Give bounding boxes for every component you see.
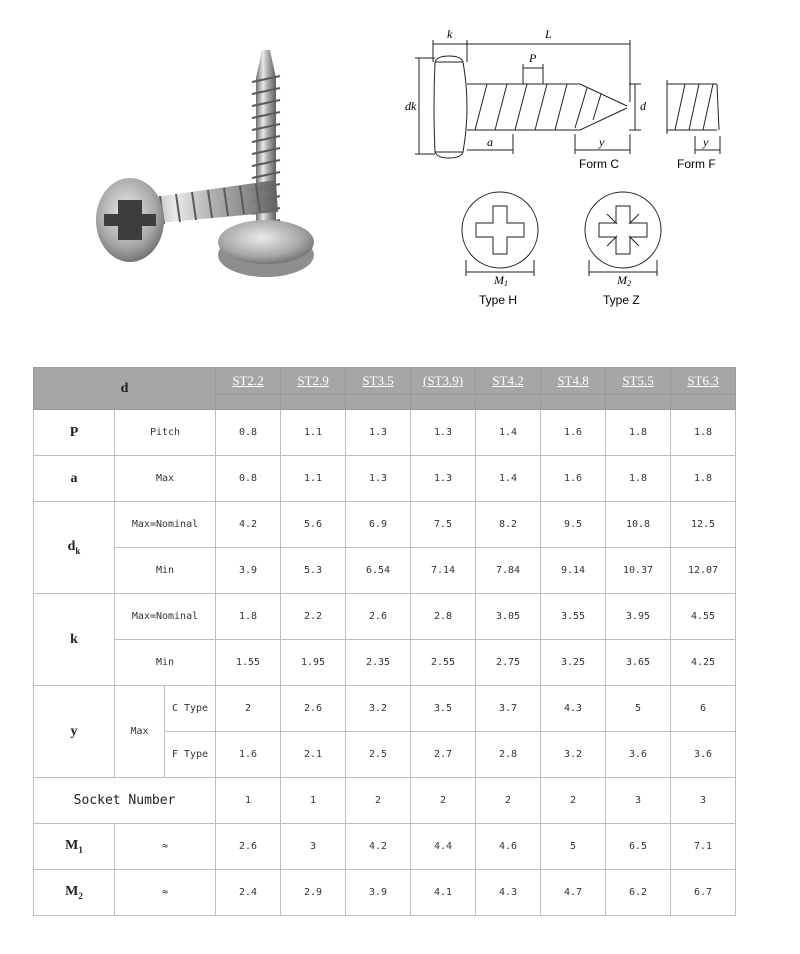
table-cell: 3.25 — [541, 640, 606, 686]
table-cell: 3.05 — [476, 594, 541, 640]
table-cell: 2 — [346, 778, 411, 824]
size-header: (ST3.9) — [411, 368, 476, 395]
symbol-dk — [34, 502, 115, 594]
screw-photo — [80, 30, 350, 310]
table-cell: 2.75 — [476, 640, 541, 686]
table-row-dk-max — [34, 502, 736, 548]
table-cell: 2 — [476, 778, 541, 824]
label-m2: M2 — [617, 273, 631, 288]
table-cell: 6.2 — [606, 870, 671, 916]
size-header: ST5.5 — [606, 368, 671, 395]
size-header: ST3.5 — [346, 368, 411, 395]
table-cell: 2.6 — [216, 824, 281, 870]
table-cell: 1.8 — [671, 456, 736, 502]
table-cell: 1.3 — [346, 410, 411, 456]
table-cell: 3.65 — [606, 640, 671, 686]
table-cell: 3.7 — [476, 686, 541, 732]
header-d: d — [34, 368, 216, 410]
table-cell: 4.7 — [541, 870, 606, 916]
label-L: L — [545, 27, 552, 41]
table-cell: 3 — [606, 778, 671, 824]
table-cell: 4.3 — [541, 686, 606, 732]
row-label: ≈ — [115, 870, 216, 916]
table-cell: 1.3 — [346, 456, 411, 502]
table-cell: 8.2 — [476, 502, 541, 548]
table-cell: 6 — [671, 686, 736, 732]
table-cell: 1.8 — [216, 594, 281, 640]
table-cell: 3.2 — [346, 686, 411, 732]
table-row-k-max — [34, 594, 736, 640]
table-cell: 3.6 — [606, 732, 671, 778]
table-cell: 7.14 — [411, 548, 476, 594]
symbol-p: P — [34, 410, 115, 456]
table-cell: 2 — [541, 778, 606, 824]
row-label: Max=Nominal — [115, 502, 216, 548]
table-cell: 1.8 — [606, 410, 671, 456]
table-cell: 1.4 — [476, 410, 541, 456]
socket-number-label: Socket Number — [34, 778, 216, 824]
header-spacer-cell — [281, 395, 346, 410]
table-cell: 2.6 — [281, 686, 346, 732]
table-cell: 1.1 — [281, 410, 346, 456]
size-header: ST4.2 — [476, 368, 541, 395]
table-cell: 3.95 — [606, 594, 671, 640]
size-header: ST4.8 — [541, 368, 606, 395]
table-cell: 5 — [606, 686, 671, 732]
header-spacer-cell — [216, 395, 281, 410]
table-cell: 1.1 — [281, 456, 346, 502]
table-header-row — [34, 368, 736, 395]
table-cell: 4.4 — [411, 824, 476, 870]
table-cell: 3.5 — [411, 686, 476, 732]
row-label: Min — [115, 548, 216, 594]
label-type-z: Type Z — [603, 293, 640, 307]
symbol-dk-main: d — [67, 539, 76, 555]
table-cell: 6.7 — [671, 870, 736, 916]
table-row-y-c — [34, 686, 736, 732]
table-cell: 2.35 — [346, 640, 411, 686]
table-cell: 5.3 — [281, 548, 346, 594]
table-cell: 12.5 — [671, 502, 736, 548]
header-spacer-cell — [346, 395, 411, 410]
table-cell: 6.5 — [606, 824, 671, 870]
header-figures — [0, 0, 800, 360]
row-label: F Type — [165, 732, 216, 778]
label-P: P — [529, 51, 537, 65]
table-cell: 9.14 — [541, 548, 606, 594]
symbol-m2-main: M — [65, 884, 79, 900]
table-cell: 3.2 — [541, 732, 606, 778]
label-dk: dk — [405, 99, 417, 113]
table-cell: 1 — [216, 778, 281, 824]
table-cell: 1.8 — [671, 410, 736, 456]
header-spacer-cell — [541, 395, 606, 410]
table-cell: 6.9 — [346, 502, 411, 548]
row-label: Pitch — [115, 410, 216, 456]
table-cell: 5.6 — [281, 502, 346, 548]
symbol-m2 — [34, 870, 115, 916]
header-spacer-cell — [606, 395, 671, 410]
size-header: ST2.9 — [281, 368, 346, 395]
symbol-dk-sub: k — [75, 545, 81, 556]
table-row-a — [34, 456, 736, 502]
symbol-k: k — [34, 594, 115, 686]
label-type-h: Type H — [479, 293, 518, 307]
table-row-m1 — [34, 824, 736, 870]
table-cell: 2.6 — [346, 594, 411, 640]
table-cell: 10.8 — [606, 502, 671, 548]
table-cell: 2.4 — [216, 870, 281, 916]
table-cell: 3.6 — [671, 732, 736, 778]
table-cell: 2.7 — [411, 732, 476, 778]
table-row-m2 — [34, 870, 736, 916]
symbol-a: a — [34, 456, 115, 502]
table-cell: 7.5 — [411, 502, 476, 548]
symbol-m1 — [34, 824, 115, 870]
label-a: a — [487, 135, 493, 149]
label-d: d — [640, 99, 646, 113]
table-cell: 2.55 — [411, 640, 476, 686]
label-m1: M1 — [494, 273, 508, 288]
symbol-y: y — [34, 686, 115, 778]
table-cell: 2.8 — [476, 732, 541, 778]
table-cell: 3.9 — [346, 870, 411, 916]
table-cell: 1.3 — [411, 456, 476, 502]
table-row-dk-min — [34, 548, 736, 594]
row-label: Max=Nominal — [115, 594, 216, 640]
size-header: ST2.2 — [216, 368, 281, 395]
label-k: k — [447, 27, 453, 41]
table-cell: 1.8 — [606, 456, 671, 502]
table-cell: 2.5 — [346, 732, 411, 778]
table-cell: 4.25 — [671, 640, 736, 686]
table-cell: 10.37 — [606, 548, 671, 594]
symbol-m2-sub: 2 — [78, 890, 83, 901]
header-spacer-cell — [476, 395, 541, 410]
table-cell: 1.95 — [281, 640, 346, 686]
table-cell: 7.84 — [476, 548, 541, 594]
label-y-form-c: y — [599, 135, 605, 149]
screw-spec-table — [33, 367, 736, 916]
table-cell: 9.5 — [541, 502, 606, 548]
label-form-f: Form F — [677, 157, 716, 171]
table-cell: 4.1 — [411, 870, 476, 916]
table-cell: 12.07 — [671, 548, 736, 594]
screw-dimension-drawing — [405, 22, 735, 322]
table-cell: 2.1 — [281, 732, 346, 778]
table-cell: 2.2 — [281, 594, 346, 640]
table-cell: 3 — [671, 778, 736, 824]
table-cell: 4.2 — [346, 824, 411, 870]
table-cell: 2.8 — [411, 594, 476, 640]
table-cell: 1.55 — [216, 640, 281, 686]
table-cell: 3.55 — [541, 594, 606, 640]
header-spacer-cell — [671, 395, 736, 410]
table-cell: 0.8 — [216, 456, 281, 502]
table-cell: 1.6 — [541, 456, 606, 502]
symbol-m1-main: M — [65, 838, 79, 854]
table-cell: 1.6 — [541, 410, 606, 456]
table-cell: 6.54 — [346, 548, 411, 594]
table-cell: 1.3 — [411, 410, 476, 456]
symbol-m1-sub: 1 — [78, 844, 83, 855]
table-row-socket — [34, 778, 736, 824]
size-header: ST6.3 — [671, 368, 736, 395]
table-cell: 0.8 — [216, 410, 281, 456]
table-cell: 2.9 — [281, 870, 346, 916]
table-cell: 3.9 — [216, 548, 281, 594]
table-cell: 2 — [216, 686, 281, 732]
label-y-form-f: y — [703, 135, 709, 149]
table-cell: 5 — [541, 824, 606, 870]
table-cell: 1.6 — [216, 732, 281, 778]
header-spacer-cell — [411, 395, 476, 410]
row-label: Max — [115, 456, 216, 502]
table-cell: 4.55 — [671, 594, 736, 640]
table-cell: 1 — [281, 778, 346, 824]
row-label: ≈ — [115, 824, 216, 870]
row-label: Min — [115, 640, 216, 686]
table-cell: 2 — [411, 778, 476, 824]
label-form-c: Form C — [579, 157, 619, 171]
table-row-k-min — [34, 640, 736, 686]
table-cell: 3 — [281, 824, 346, 870]
table-cell: 7.1 — [671, 824, 736, 870]
table-cell: 1.4 — [476, 456, 541, 502]
row-label: C Type — [165, 686, 216, 732]
table-cell: 4.2 — [216, 502, 281, 548]
row-label-max: Max — [115, 686, 165, 778]
table-cell: 4.6 — [476, 824, 541, 870]
table-cell: 4.3 — [476, 870, 541, 916]
table-row-pitch — [34, 410, 736, 456]
